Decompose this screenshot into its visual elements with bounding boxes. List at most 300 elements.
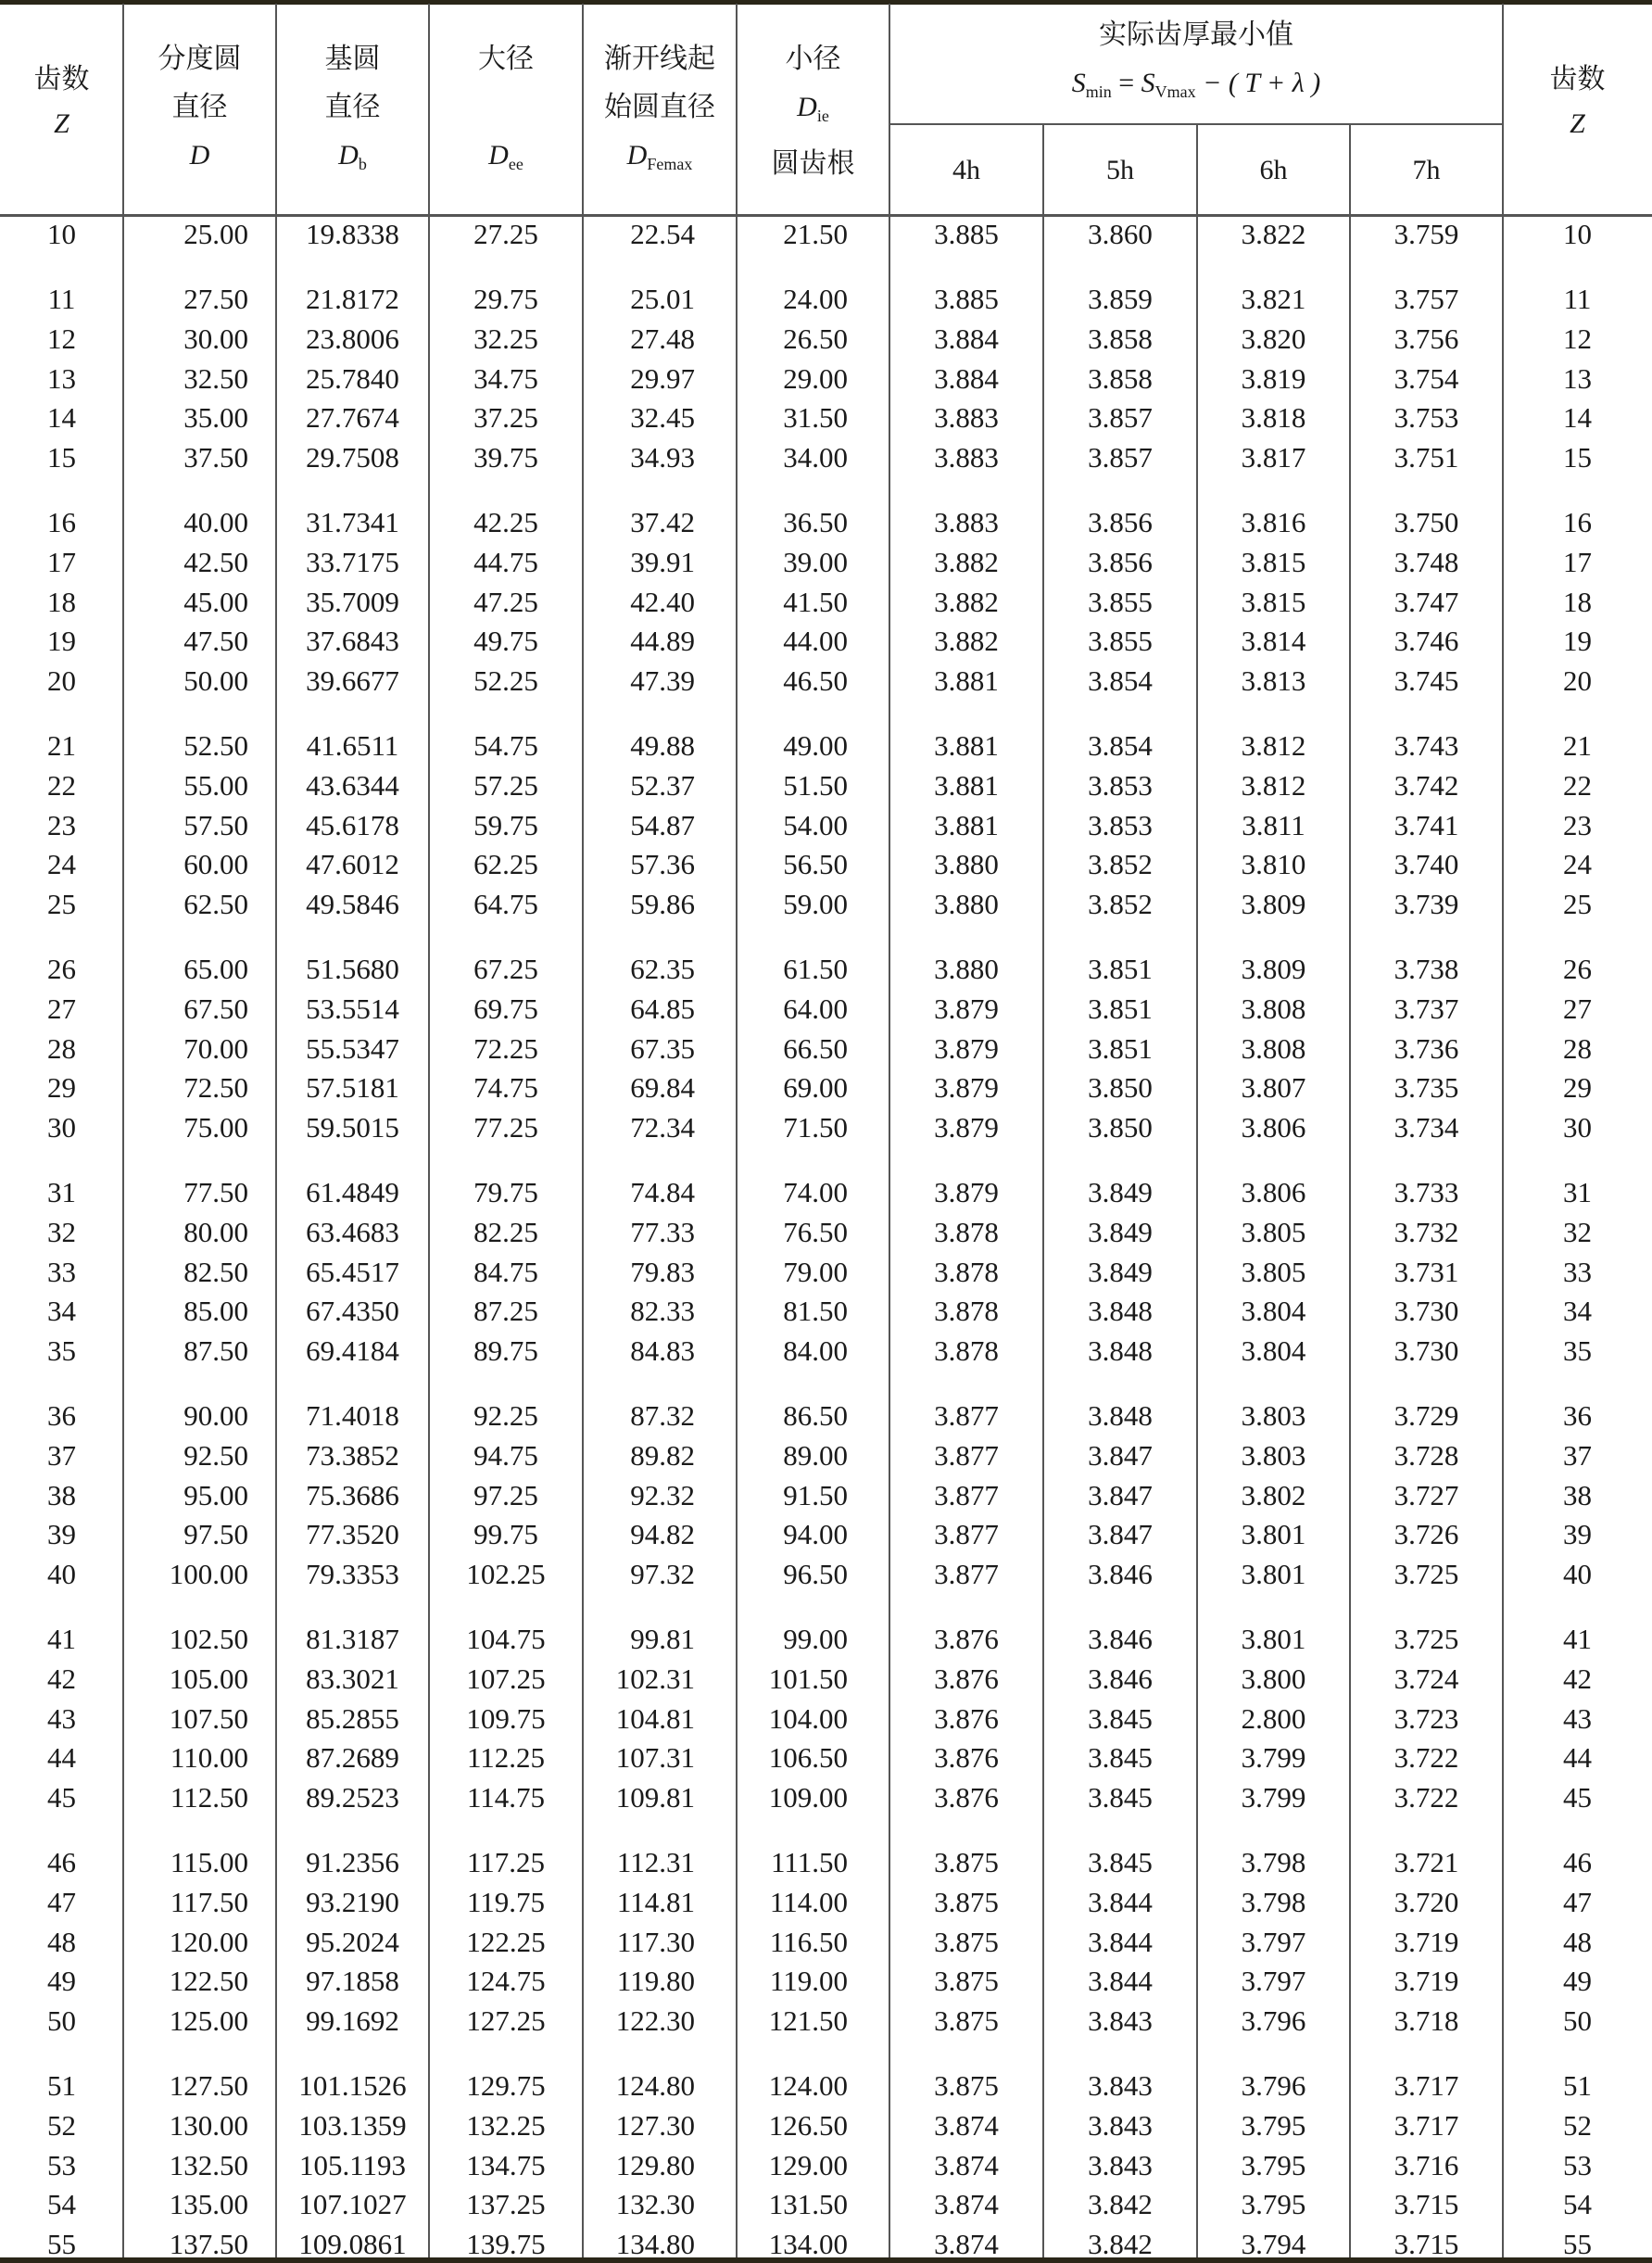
table-cell: 3.875 (934, 2004, 999, 2037)
table-cell: 3.859 (1088, 283, 1153, 316)
table-cell: 137.25 (466, 2188, 546, 2221)
table-cell: 69.75 (473, 992, 538, 1025)
table-cell: 46 (1563, 1846, 1592, 1879)
header-label: 渐开线起 (604, 44, 715, 74)
table-cell: 91.2356 (306, 1846, 399, 1879)
table-cell: 3.751 (1393, 441, 1459, 474)
table-cell: 72.50 (183, 1071, 248, 1105)
table-cell: 106.50 (768, 1741, 848, 1775)
table-cell: 82.25 (473, 1215, 538, 1248)
table-cell: 48 (1563, 1925, 1592, 1958)
formula-s: S (1071, 68, 1086, 98)
table-cell: 39.6677 (306, 664, 399, 697)
table-cell: 104.75 (466, 1623, 546, 1656)
table-cell: 3.876 (934, 1701, 999, 1735)
table-cell: 3.843 (1088, 2108, 1153, 2142)
table-cell: 30 (47, 1111, 76, 1144)
table-cell: 109.00 (768, 1781, 848, 1814)
table-cell: 3.877 (934, 1399, 999, 1433)
table-cell: 29.7508 (306, 441, 399, 474)
table-cell: 3.880 (934, 953, 999, 986)
table-cell: 39.75 (473, 441, 538, 474)
header-label: 圆齿根 (771, 148, 855, 179)
table-cell: 72.25 (473, 1031, 538, 1065)
table-cell: 32 (47, 1215, 76, 1248)
table-cell: 31 (47, 1176, 76, 1209)
column-divider (889, 4, 890, 2257)
table-cell: 3.856 (1088, 506, 1153, 539)
table-cell: 3.807 (1241, 1071, 1306, 1105)
table-cell: 3.843 (1088, 2004, 1153, 2037)
table-cell: 3.879 (934, 1176, 999, 1209)
table-cell: 31.7341 (306, 506, 399, 539)
table-cell: 25.7840 (306, 361, 399, 395)
table-cell: 10 (1563, 218, 1592, 250)
table-cell: 54 (1563, 2188, 1592, 2221)
table-cell: 25 (47, 888, 76, 920)
symbol-subscript: Femax (647, 155, 693, 173)
table-cell: 41.6511 (306, 729, 399, 763)
table-cell: 3.818 (1241, 401, 1306, 435)
table-cell: 97.1858 (306, 1965, 399, 1998)
table-cell: 40 (47, 1558, 76, 1590)
table-cell: 119.80 (616, 1965, 695, 1998)
table-cell: 32.25 (473, 322, 538, 355)
table-cell: 3.730 (1393, 1334, 1459, 1367)
table-cell: 117.25 (466, 1846, 546, 1879)
table-cell: 3.731 (1393, 1255, 1459, 1288)
table-cell: 134.80 (615, 2228, 695, 2260)
table-cell: 42 (1563, 1662, 1592, 1695)
table-cell: 3.739 (1393, 888, 1459, 920)
table-cell: 52.37 (630, 768, 695, 802)
table-cell: 3.858 (1088, 361, 1153, 395)
column-divider (428, 4, 430, 2257)
table-cell: 51.50 (783, 768, 848, 802)
table-cell: 3.845 (1088, 1741, 1153, 1775)
table-cell: 3.879 (934, 1071, 999, 1105)
table-cell: 3.860 (1088, 218, 1153, 250)
table-cell: 3.881 (934, 768, 999, 802)
table-cell: 90.00 (183, 1399, 248, 1433)
table-cell: 38 (1563, 1478, 1592, 1511)
column-divider (275, 4, 277, 2257)
table-cell: 3.817 (1241, 441, 1306, 474)
table-cell: 49.88 (630, 729, 695, 763)
table-cell: 3.724 (1393, 1662, 1459, 1695)
table-cell: 3.846 (1088, 1662, 1153, 1695)
table-cell: 62.50 (183, 888, 248, 920)
table-cell: 109.0861 (298, 2228, 407, 2260)
table-cell: 3.844 (1088, 1965, 1153, 1998)
header-label: 直径 (171, 92, 228, 122)
table-cell: 44.89 (630, 625, 695, 658)
table-cell: 3.879 (934, 992, 999, 1025)
table-cell: 3.882 (934, 545, 999, 578)
table-cell: 3.801 (1241, 1623, 1306, 1656)
table-cell: 3.879 (934, 1031, 999, 1065)
table-cell: 3.716 (1393, 2148, 1459, 2181)
table-cell: 3.882 (934, 625, 999, 658)
header-symbol (429, 132, 583, 188)
table-cell: 89.2523 (306, 1781, 399, 1814)
table-cell: 3.715 (1393, 2188, 1459, 2221)
table-cell: 49.75 (473, 625, 538, 658)
table-cell: 3.722 (1393, 1781, 1459, 1814)
table-cell: 37 (47, 1438, 76, 1472)
table-cell: 3.877 (934, 1478, 999, 1511)
table-cell: 3.735 (1393, 1071, 1459, 1105)
header-teeth-count-left (0, 57, 123, 146)
table-cell: 105.00 (169, 1662, 248, 1695)
table-cell: 17 (47, 545, 76, 578)
group-title: 实际齿厚最小值 (1099, 19, 1293, 50)
table-cell: 131.50 (768, 2188, 848, 2221)
table-cell: 3.851 (1088, 1031, 1153, 1065)
table-cell: 61.4849 (306, 1176, 399, 1209)
table-cell: 82.33 (630, 1295, 695, 1328)
table-cell: 3.795 (1241, 2108, 1306, 2142)
table-cell: 95.2024 (306, 1925, 399, 1958)
table-cell: 29 (47, 1071, 76, 1105)
table-cell: 107.50 (169, 1701, 248, 1735)
table-cell: 64.75 (473, 888, 538, 920)
table-cell: 139.75 (466, 2228, 546, 2260)
table-cell: 3.756 (1393, 322, 1459, 355)
table-cell: 3.819 (1241, 361, 1306, 395)
table-cell: 69.84 (630, 1071, 695, 1105)
table-cell: 65.00 (183, 953, 248, 986)
table-cell: 77.25 (473, 1111, 538, 1144)
table-cell: 77.50 (183, 1176, 248, 1209)
table-cell: 23.8006 (306, 322, 399, 355)
table-cell: 3.884 (934, 322, 999, 355)
symbol-d: D (797, 92, 817, 122)
table-cell: 87.50 (183, 1334, 248, 1367)
table-cell: 122.25 (466, 1925, 546, 1958)
table-cell: 55 (47, 2228, 76, 2260)
table-cell: 3.880 (934, 848, 999, 881)
table-cell: 3.852 (1088, 848, 1153, 881)
table-cell: 99.1692 (306, 2004, 399, 2037)
table-cell: 43 (1563, 1701, 1592, 1735)
table-cell: 15 (47, 441, 76, 474)
table-cell: 54 (47, 2188, 76, 2221)
table-cell: 3.849 (1088, 1176, 1153, 1209)
table-cell: 82.50 (183, 1255, 248, 1288)
header-major-diameter (429, 35, 583, 188)
table-cell: 39.00 (783, 545, 848, 578)
table-cell: 75.00 (183, 1111, 248, 1144)
table-cell: 3.722 (1393, 1741, 1459, 1775)
table-cell: 69.00 (783, 1071, 848, 1105)
table-cell: 3.849 (1088, 1255, 1153, 1288)
table-cell: 135.00 (169, 2188, 248, 2221)
table-cell: 3.734 (1393, 1111, 1459, 1144)
header-symbol (123, 132, 276, 180)
table-cell: 65.4517 (306, 1255, 399, 1288)
table-cell: 28 (1563, 1031, 1592, 1065)
table-cell: 3.750 (1393, 506, 1459, 539)
header-tolerance-7h: 7h (1412, 155, 1441, 185)
table-cell: 3.719 (1393, 1925, 1459, 1958)
table-cell: 29 (1563, 1071, 1592, 1105)
table-cell: 114.75 (466, 1781, 546, 1814)
table-cell: 134.75 (466, 2148, 546, 2181)
table-cell: 44.00 (783, 625, 848, 658)
table-cell: 40.00 (183, 506, 248, 539)
table-cell: 3.737 (1393, 992, 1459, 1025)
table-cell: 119.00 (769, 1965, 848, 1998)
table-cell: 47 (1563, 1885, 1592, 1918)
table-cell: 3.847 (1088, 1438, 1153, 1472)
table-cell: 77.3520 (306, 1518, 399, 1551)
table-cell: 50.00 (183, 664, 248, 697)
table-cell: 3.795 (1241, 2148, 1306, 2181)
table-cell: 3.875 (934, 2069, 999, 2103)
table-cell: 73.3852 (306, 1438, 399, 1472)
table-cell: 18 (47, 585, 76, 618)
table-cell: 37.25 (473, 401, 538, 435)
table-cell: 17 (1563, 545, 1592, 578)
table-cell: 47.50 (183, 625, 248, 658)
table-cell: 3.720 (1393, 1885, 1459, 1918)
table-cell: 125.00 (169, 2004, 248, 2037)
table-cell: 33 (1563, 1255, 1592, 1288)
table-cell: 3.796 (1241, 2004, 1306, 2037)
table-cell: 3.803 (1241, 1399, 1306, 1433)
table-cell: 3.727 (1393, 1478, 1459, 1511)
table-cell: 107.31 (615, 1741, 695, 1775)
table-cell: 27.50 (183, 283, 248, 316)
table-cell: 86.50 (783, 1399, 848, 1433)
table-cell: 102.25 (466, 1558, 546, 1590)
table-cell: 35.7009 (306, 585, 399, 618)
table-cell: 48 (47, 1925, 76, 1958)
table-cell: 32.50 (183, 361, 248, 395)
table-cell: 130.00 (169, 2108, 248, 2142)
header-label: 大径 (478, 44, 534, 74)
table-cell: 49.00 (783, 729, 848, 763)
table-cell: 129.80 (615, 2148, 695, 2181)
table-cell: 3.881 (934, 664, 999, 697)
table-cell: 35 (47, 1334, 76, 1367)
table-cell: 20 (47, 664, 76, 697)
table-cell: 89.00 (783, 1438, 848, 1472)
table-cell: 36 (47, 1399, 76, 1433)
table-cell: 3.736 (1393, 1031, 1459, 1065)
table-cell: 3.820 (1241, 322, 1306, 355)
table-cell: 3.810 (1241, 848, 1306, 881)
table-cell: 34.93 (630, 441, 695, 474)
table-cell: 51 (47, 2069, 76, 2103)
table-top-border (0, 0, 1652, 5)
table-cell: 3.802 (1241, 1478, 1306, 1511)
table-cell: 3.845 (1088, 1846, 1153, 1879)
table-cell: 92.32 (630, 1478, 695, 1511)
symbol-d: D (626, 140, 648, 171)
table-cell: 29.75 (473, 283, 538, 316)
table-cell: 3.883 (934, 401, 999, 435)
table-cell: 79.83 (630, 1255, 695, 1288)
header-tolerance-6h: 6h (1259, 155, 1288, 185)
table-cell: 14 (47, 401, 76, 435)
table-cell: 62.35 (630, 953, 695, 986)
table-cell: 74.84 (630, 1176, 695, 1209)
table-cell: 22 (47, 768, 76, 802)
header-pitch-diameter (123, 35, 276, 180)
table-cell: 3.848 (1088, 1295, 1153, 1328)
table-cell: 3.874 (934, 2108, 999, 2142)
table-cell: 94.82 (630, 1518, 695, 1551)
table-cell: 24 (47, 848, 76, 881)
table-cell: 16 (47, 506, 76, 539)
formula-rest: − ( T + λ ) (1195, 68, 1321, 98)
table-cell: 3.725 (1393, 1558, 1459, 1590)
table-cell: 3.797 (1241, 1965, 1306, 1998)
table-cell: 3.759 (1393, 218, 1459, 250)
group-formula (889, 59, 1503, 116)
table-cell: 62.25 (473, 848, 538, 881)
table-cell: 3.795 (1241, 2188, 1306, 2221)
table-cell: 60.00 (183, 848, 248, 881)
table-cell: 19 (47, 625, 76, 658)
table-cell: 122.50 (169, 1965, 248, 1998)
table-cell: 3.855 (1088, 585, 1153, 618)
symbol-d: D (189, 140, 210, 171)
header-label: 始圆直径 (604, 92, 715, 122)
table-cell: 3.853 (1088, 768, 1153, 802)
table-cell: 3.748 (1393, 545, 1459, 578)
table-cell: 71.50 (783, 1111, 848, 1144)
table-cell: 3.876 (934, 1662, 999, 1695)
table-cell: 64.00 (783, 992, 848, 1025)
table-cell: 10 (47, 218, 76, 250)
table-cell: 132.50 (169, 2148, 248, 2181)
table-cell: 40 (1563, 1558, 1592, 1590)
table-cell: 28 (47, 1031, 76, 1065)
table-cell: 119.75 (466, 1885, 546, 1918)
table-cell: 31.50 (783, 401, 848, 435)
table-cell: 3.747 (1393, 585, 1459, 618)
table-cell: 3.842 (1088, 2228, 1153, 2260)
table-cell: 3.882 (934, 585, 999, 618)
table-cell: 56.50 (783, 848, 848, 881)
table-cell: 112.25 (466, 1741, 546, 1775)
formula-sub-vmax: Vmax (1154, 82, 1196, 101)
symbol-z: Z (54, 108, 69, 139)
table-cell: 3.876 (934, 1781, 999, 1814)
table-cell: 3.804 (1241, 1334, 1306, 1367)
table-cell: 11 (47, 283, 76, 316)
table-cell: 21.50 (783, 218, 848, 250)
table-cell: 3.846 (1088, 1558, 1153, 1590)
table-cell: 3.746 (1393, 625, 1459, 658)
table-cell: 3.850 (1088, 1111, 1153, 1144)
table-cell: 37 (1563, 1438, 1592, 1472)
table-cell: 97.32 (630, 1558, 695, 1590)
table-cell: 124.75 (466, 1965, 546, 1998)
table-cell: 26 (1563, 953, 1592, 986)
table-cell: 112.50 (170, 1781, 248, 1814)
table-cell: 3.874 (934, 2228, 999, 2260)
table-cell: 87.32 (630, 1399, 695, 1433)
table-cell: 124.80 (615, 2069, 695, 2103)
table-cell: 85.2855 (306, 1701, 399, 1735)
symbol-subscript: ie (816, 107, 829, 125)
table-cell: 3.815 (1241, 545, 1306, 578)
table-cell: 45 (1563, 1781, 1592, 1814)
table-cell: 54.75 (473, 729, 538, 763)
table-cell: 127.25 (466, 2004, 546, 2037)
header-involute-start-diameter (583, 35, 737, 188)
table-cell: 32 (1563, 1215, 1592, 1248)
table-cell: 3.883 (934, 441, 999, 474)
table-cell: 99.00 (783, 1623, 848, 1656)
table-cell: 126.50 (768, 2108, 848, 2142)
table-cell: 29.97 (630, 361, 695, 395)
table-cell: 3.717 (1393, 2069, 1459, 2103)
table-cell: 127.30 (615, 2108, 695, 2142)
table-cell: 3.854 (1088, 729, 1153, 763)
symbol-subscript: b (358, 155, 367, 173)
table-cell: 70.00 (183, 1031, 248, 1065)
table-cell: 57.36 (630, 848, 695, 881)
table-cell: 44 (1563, 1741, 1592, 1775)
table-cell: 97.50 (183, 1518, 248, 1551)
table-cell: 110.00 (170, 1741, 248, 1775)
table-cell: 3.875 (934, 1925, 999, 1958)
table-cell: 3.757 (1393, 283, 1459, 316)
table-cell: 114.00 (769, 1885, 848, 1918)
table-cell: 3.880 (934, 888, 999, 920)
table-cell: 42.50 (183, 545, 248, 578)
table-cell: 3.843 (1088, 2148, 1153, 2181)
table-cell: 3.742 (1393, 768, 1459, 802)
table-cell: 16 (1563, 506, 1592, 539)
table-cell: 52.25 (473, 664, 538, 697)
table-cell: 27.48 (630, 322, 695, 355)
table-cell: 44 (47, 1741, 76, 1775)
table-cell: 3.821 (1241, 283, 1306, 316)
table-cell: 81.3187 (306, 1623, 399, 1656)
table-cell: 74.75 (473, 1071, 538, 1105)
table-cell: 47.25 (473, 585, 538, 618)
table-cell: 107.25 (466, 1662, 546, 1695)
header-symbol (1503, 102, 1652, 146)
table-cell: 3.885 (934, 218, 999, 250)
table-cell: 3.856 (1088, 545, 1153, 578)
table-cell: 50 (1563, 2004, 1592, 2037)
table-cell: 74.00 (783, 1176, 848, 1209)
table-cell: 25.00 (183, 218, 248, 250)
table-cell: 89.82 (630, 1438, 695, 1472)
table-cell: 3.814 (1241, 625, 1306, 658)
table-cell: 112.31 (616, 1846, 695, 1879)
table-cell: 94.00 (783, 1518, 848, 1551)
table-cell: 25 (1563, 888, 1592, 920)
table-cell: 3.875 (934, 1885, 999, 1918)
symbol-d: D (338, 140, 359, 171)
table-cell: 51.5680 (306, 953, 399, 986)
table-cell: 59.5015 (306, 1111, 399, 1144)
table-cell: 87.2689 (306, 1741, 399, 1775)
table-cell: 3.848 (1088, 1399, 1153, 1433)
table-cell: 3.805 (1241, 1215, 1306, 1248)
table-cell: 3.885 (934, 283, 999, 316)
table-cell: 3.878 (934, 1295, 999, 1328)
table-cell: 19.8338 (306, 218, 399, 250)
